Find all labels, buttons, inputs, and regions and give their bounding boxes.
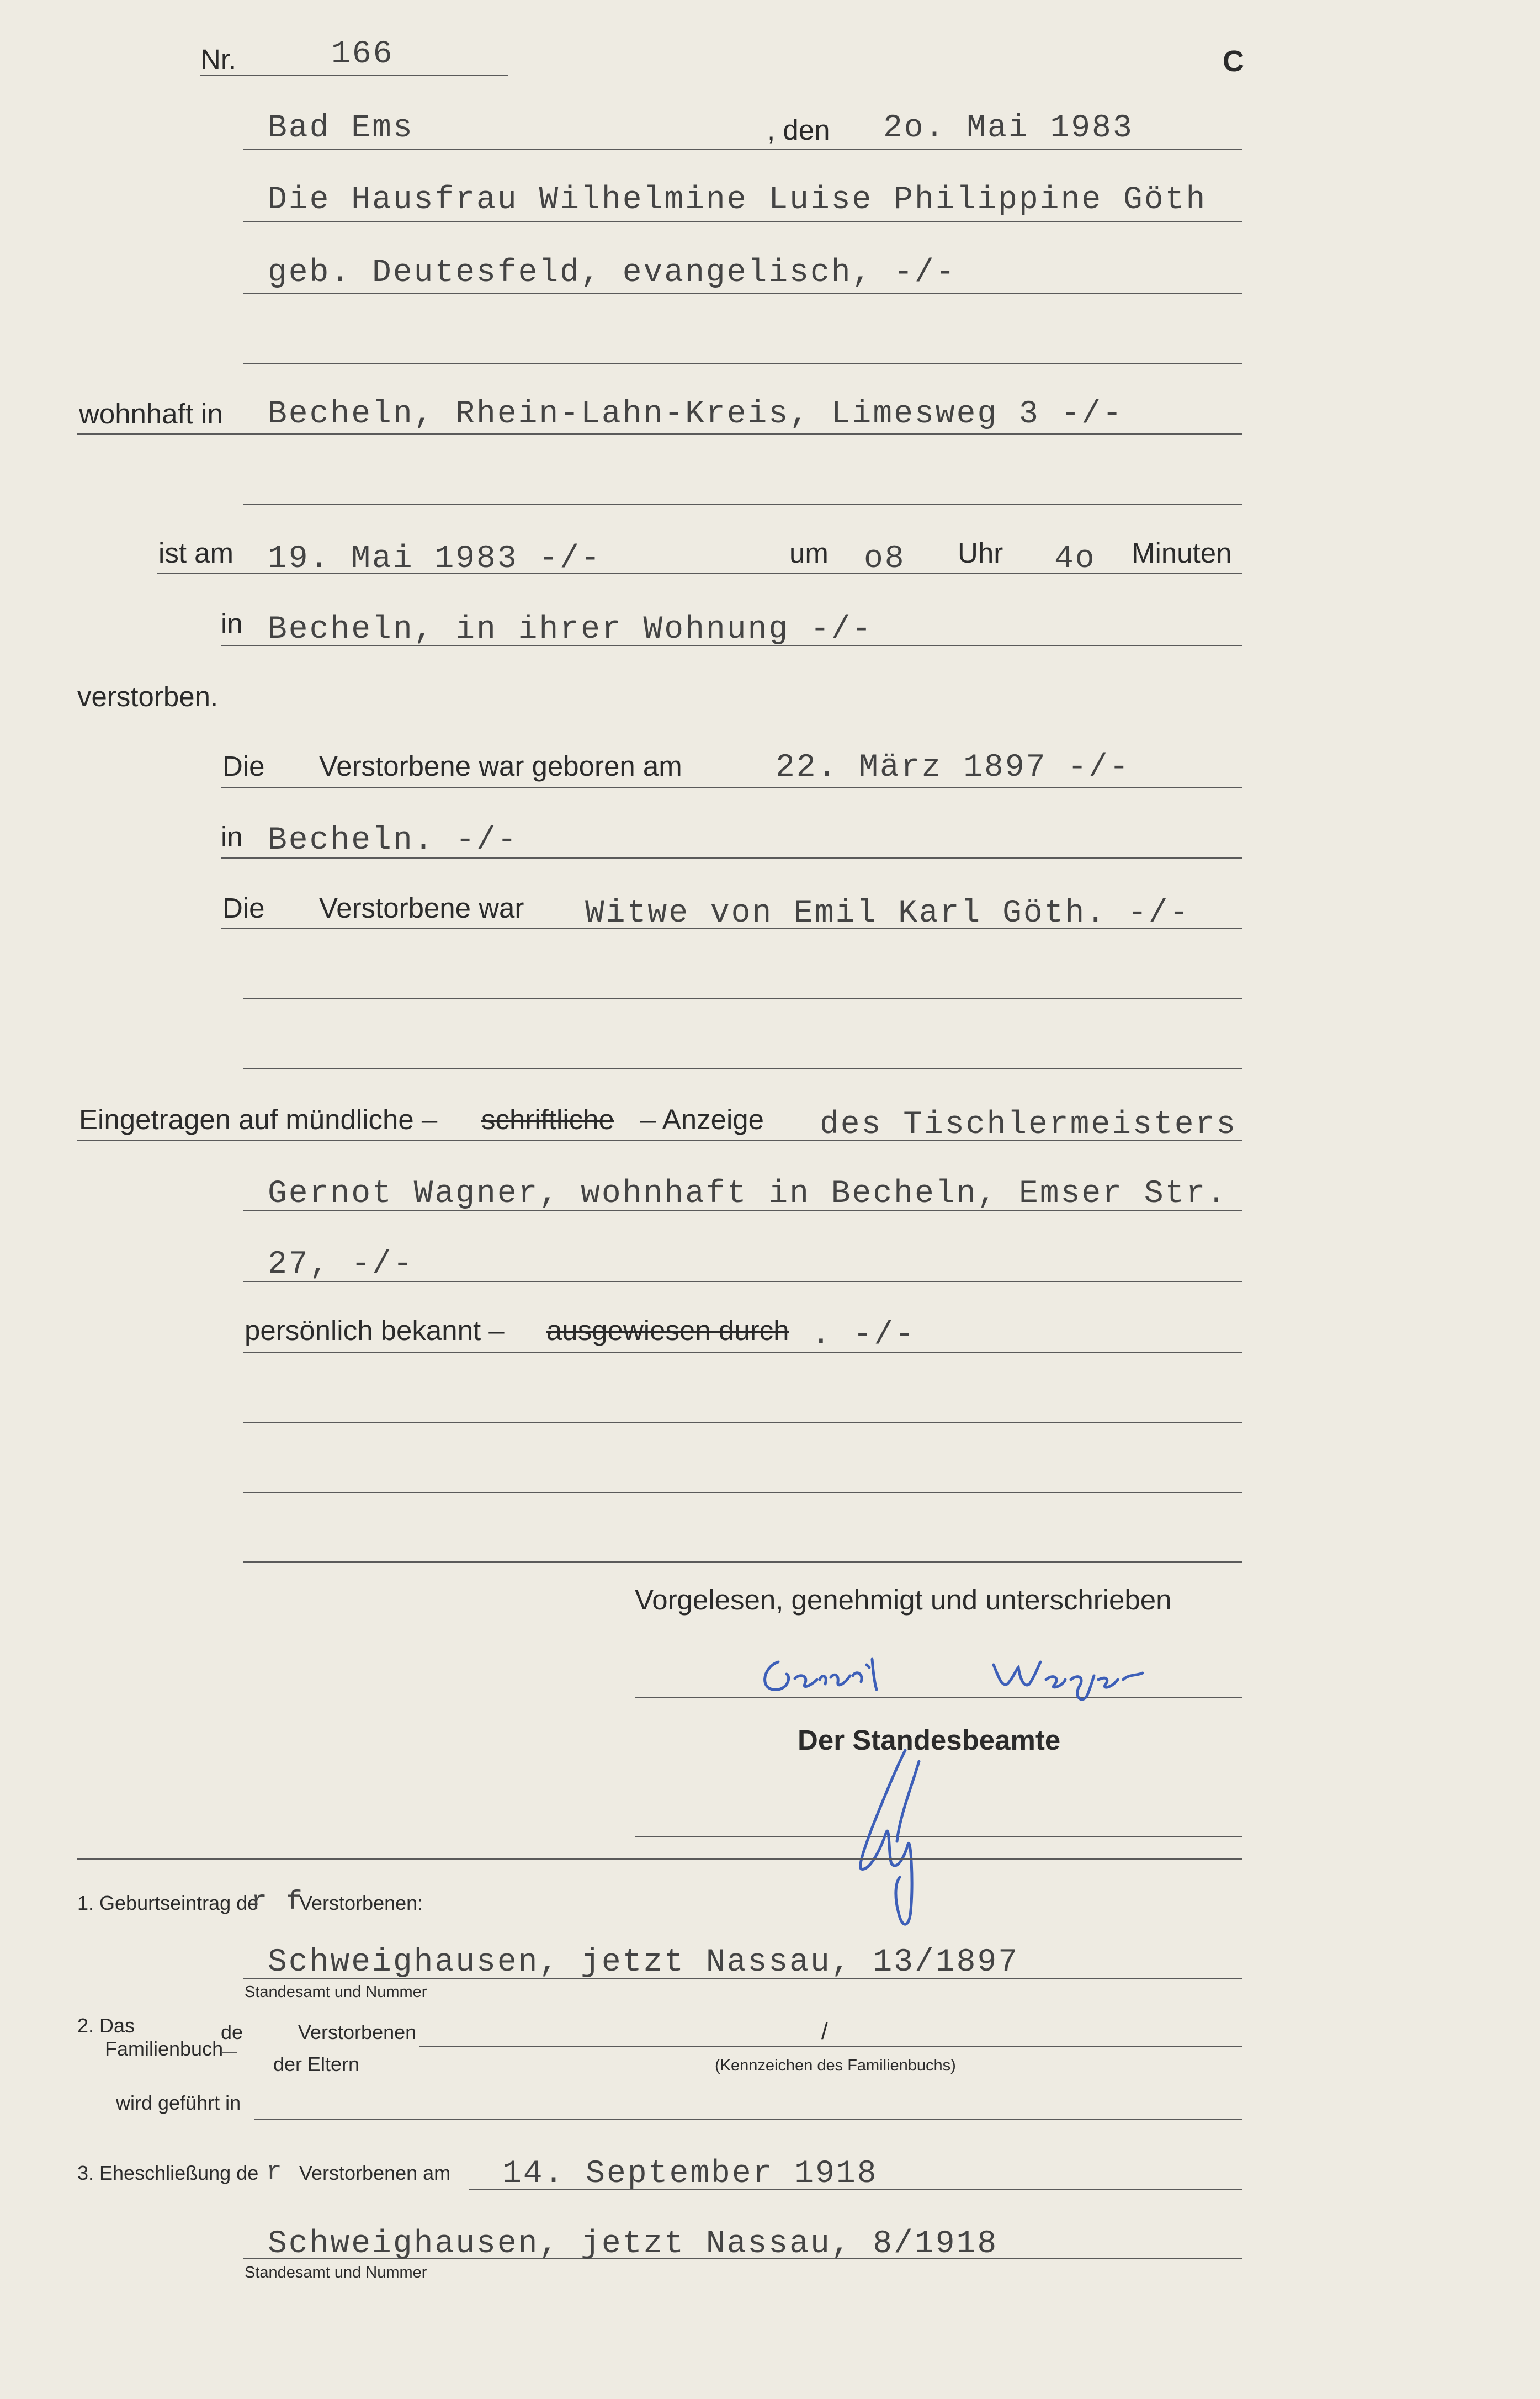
nr-value: 166 <box>331 36 394 72</box>
status-line-2 <box>243 954 1242 999</box>
registry-date: 2o. Mai 1983 <box>883 110 1134 146</box>
blank-line-1 <box>243 1378 1242 1423</box>
item1-typed-suffix: r f <box>251 1887 304 1917</box>
residence-line-2 <box>243 459 1242 505</box>
standesbeamte-label: Der Standesbeamte <box>798 1724 1061 1756</box>
eingetragen-label: Eingetragen auf mündliche – <box>79 1104 438 1135</box>
informant-name-address: Gernot Wagner, wohnhaft in Becheln, Emser Str. <box>268 1176 1228 1212</box>
residence-label: wohnhaft in <box>79 398 223 430</box>
item3-verstorbenen-label: Verstorbenen am <box>299 2162 451 2184</box>
vorgelesen-text: Vorgelesen, genehmigt und unterschrieben <box>635 1584 1172 1616</box>
item3-standesamt-caption: Standesamt und Nummer <box>245 2264 427 2281</box>
nr-label: Nr. <box>200 44 237 75</box>
bekannt-value: . -/- <box>811 1317 916 1353</box>
death-place: Becheln, in ihrer Wohnung -/- <box>268 612 873 648</box>
birth-date: 22. März 1897 -/- <box>776 750 1130 786</box>
person-line-3 <box>243 319 1242 364</box>
um-label: um <box>789 537 829 569</box>
item1-standesamt-caption: Standesamt und Nummer <box>245 1983 427 2001</box>
death-minute: 4o <box>1054 541 1096 577</box>
person-name: Die Hausfrau Wilhelmine Luise Philippine Göth <box>268 182 1207 218</box>
registry-place: Bad Ems <box>268 110 414 146</box>
item2-dash <box>221 2052 237 2053</box>
residence-value: Becheln, Rhein-Lahn-Kreis, Limesweg 3 -/- <box>268 396 1124 432</box>
informant-address-cont: 27, -/- <box>268 1247 414 1283</box>
item2-de: de <box>221 2021 243 2043</box>
item1-value: Schweighausen, jetzt Nassau, 13/1897 <box>268 1945 1019 1980</box>
status-value: Witwe von Emil Karl Göth. -/- <box>585 896 1191 931</box>
bekannt-label: persönlich bekannt – <box>245 1315 505 1346</box>
item2-verstorbenen: Verstorbenen <box>298 2021 417 2043</box>
uhr-label: Uhr <box>958 537 1003 569</box>
item3-typed-suffix: r <box>266 2158 284 2188</box>
ist-am-label: ist am <box>158 537 234 569</box>
informant-signature-icon <box>756 1645 1198 1706</box>
status-die-label: Die <box>222 892 265 924</box>
nr-underline <box>200 75 508 76</box>
verstorben-label: verstorben. <box>77 681 219 712</box>
birth-place: Becheln. -/- <box>268 823 518 859</box>
item3-place: Schweighausen, jetzt Nassau, 8/1918 <box>268 2226 999 2262</box>
birth-in-label: in <box>221 821 243 852</box>
death-in-label: in <box>221 608 243 639</box>
minuten-label: Minuten <box>1132 537 1232 569</box>
den-label: , den <box>767 114 830 146</box>
form-letter: C <box>1223 45 1244 78</box>
footer-separator <box>77 1858 1242 1860</box>
item2-kennzeichen-caption: (Kennzeichen des Familienbuchs) <box>715 2057 956 2074</box>
item2-eltern: der Eltern <box>273 2053 360 2075</box>
item3-label: 3. Eheschließung de <box>77 2162 259 2184</box>
blank-line-2 <box>243 1448 1242 1493</box>
item2-familienbuch-line <box>419 2046 1242 2047</box>
item3-date: 14. September 1918 <box>502 2156 878 2192</box>
item2-gefuehrt-label: wird geführt in <box>116 2091 241 2114</box>
anzeige-label: – Anzeige <box>640 1104 764 1135</box>
item2-label-das: 2. Das <box>77 2014 135 2037</box>
person-maiden-religion: geb. Deutesfeld, evangelisch, -/- <box>268 255 957 291</box>
item1-verstorbenen-label: Verstorbenen: <box>299 1892 423 1914</box>
item2-slash: / <box>821 2018 828 2044</box>
item1-label: 1. Geburtseintrag de <box>77 1892 259 1914</box>
struck-ausgewiesen: ausgewiesen durch <box>546 1315 789 1346</box>
status-verstorbene-label: Verstorbene war <box>319 892 524 924</box>
birth-verstorbene-label: Verstorbene war geboren am <box>319 750 682 782</box>
birth-die-label: Die <box>222 750 265 782</box>
death-date: 19. Mai 1983 -/- <box>268 541 602 577</box>
item2-gefuehrt-line <box>254 2119 1242 2120</box>
struck-schriftliche: schriftliche <box>481 1104 614 1135</box>
official-signature-icon <box>828 1739 949 1938</box>
blank-line-3 <box>243 1517 1242 1563</box>
status-line-3 <box>243 1024 1242 1069</box>
death-hour: o8 <box>864 541 906 577</box>
item2-label-familienbuch: Familienbuch <box>105 2037 224 2060</box>
informant-title: des Tischlermeisters <box>820 1107 1238 1143</box>
